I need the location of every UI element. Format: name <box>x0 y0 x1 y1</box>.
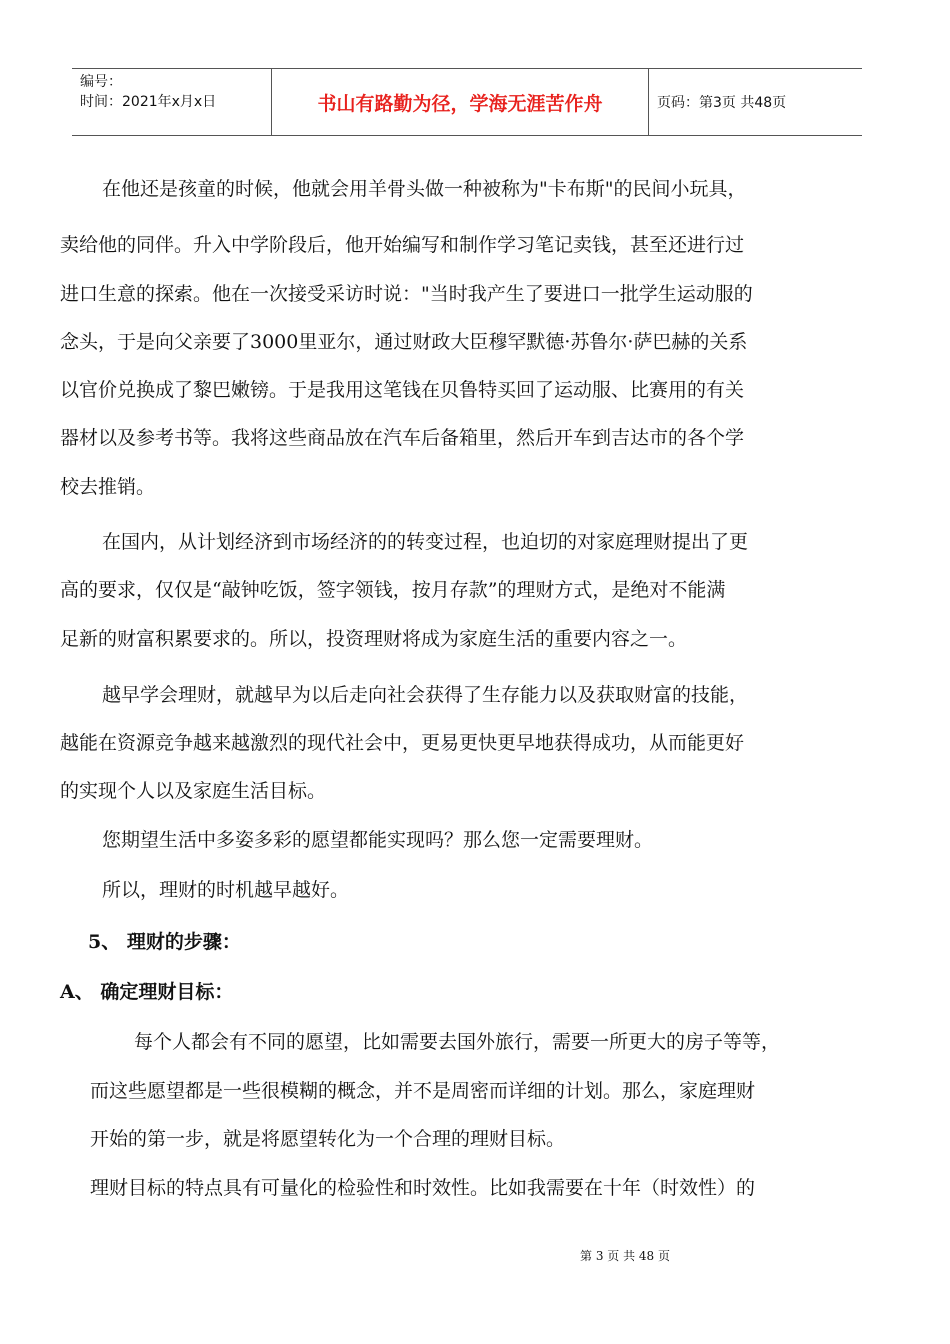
page-header <box>72 68 862 136</box>
text-line: 所以，理财的时机越早越好。 <box>102 879 350 901</box>
text-line: 进口生意的探索。他在一次接受采访时说："当时我产生了要进口一批学生运动服的 <box>60 283 753 305</box>
text-line: 校去推销。 <box>60 476 156 498</box>
document-time: 时间：2021年x月x日 <box>80 94 217 110</box>
text-line: 每个人都会有不同的愿望，比如需要去国外旅行，需要一所更大的房子等等， <box>134 1031 781 1053</box>
text-line: 卖给他的同伴。升入中学阶段后，他开始编写和制作学习笔记卖钱，甚至还进行过 <box>60 234 745 256</box>
document-number: 编号： <box>80 74 122 90</box>
page-footer: 第 3 页 共 48 页 <box>580 1249 670 1263</box>
text-line: 开始的第一步，就是将愿望转化为一个合理的理财目标。 <box>90 1128 566 1150</box>
text-line: 越早学会理财，就越早为以后走向社会获得了生存能力以及获取财富的技能， <box>102 684 749 706</box>
subsection-heading: A、 确定理财目标： <box>60 981 234 1003</box>
header-page-info: 页码：第3页 共48页 <box>657 95 787 111</box>
text-line: 高的要求，仅仅是“敲钟吃饭，签字领钱，按月存款”的理财方式，是绝对不能满 <box>60 579 726 601</box>
text-line: 足新的财富积累要求的。所以，投资理财将成为家庭生活的重要内容之一。 <box>60 628 688 650</box>
text-line: 的实现个人以及家庭生活目标。 <box>60 780 327 802</box>
header-meta <box>72 69 272 135</box>
text-line: 以官价兑换成了黎巴嫩镑。于是我用这笔钱在贝鲁特买回了运动服、比赛用的有关 <box>60 379 745 401</box>
text-line: 理财目标的特点具有可量化的检验性和时效性。比如我需要在十年（时效性）的 <box>90 1177 756 1199</box>
text-line: 而这些愿望都是一些很模糊的概念，并不是周密而详细的计划。那么，家庭理财 <box>90 1080 756 1102</box>
text-line: 越能在资源竞争越来越激烈的现代社会中，更易更快更早地获得成功，从而能更好 <box>60 732 745 754</box>
text-line: 器材以及参考书等。我将这些商品放在汽车后备箱里，然后开车到吉达市的各个学 <box>60 427 745 449</box>
section-heading: 5、 理财的步骤： <box>88 931 241 953</box>
text-line: 您期望生活中多姿多彩的愿望都能实现吗？那么您一定需要理财。 <box>102 829 654 851</box>
text-line: 在国内，从计划经济到市场经济的的转变过程，也迫切的对家庭理财提出了更 <box>102 531 749 553</box>
header-motto: 书山有路勤为径，学海无涯苦作舟 <box>272 69 649 135</box>
text-line: 在他还是孩童的时候，他就会用羊骨头做一种被称为"卡布斯"的民间小玩具， <box>102 178 747 200</box>
text-line: 念头，于是向父亲要了3000里亚尔，通过财政大臣穆罕默德·苏鲁尔·萨巴赫的关系 <box>60 331 748 353</box>
